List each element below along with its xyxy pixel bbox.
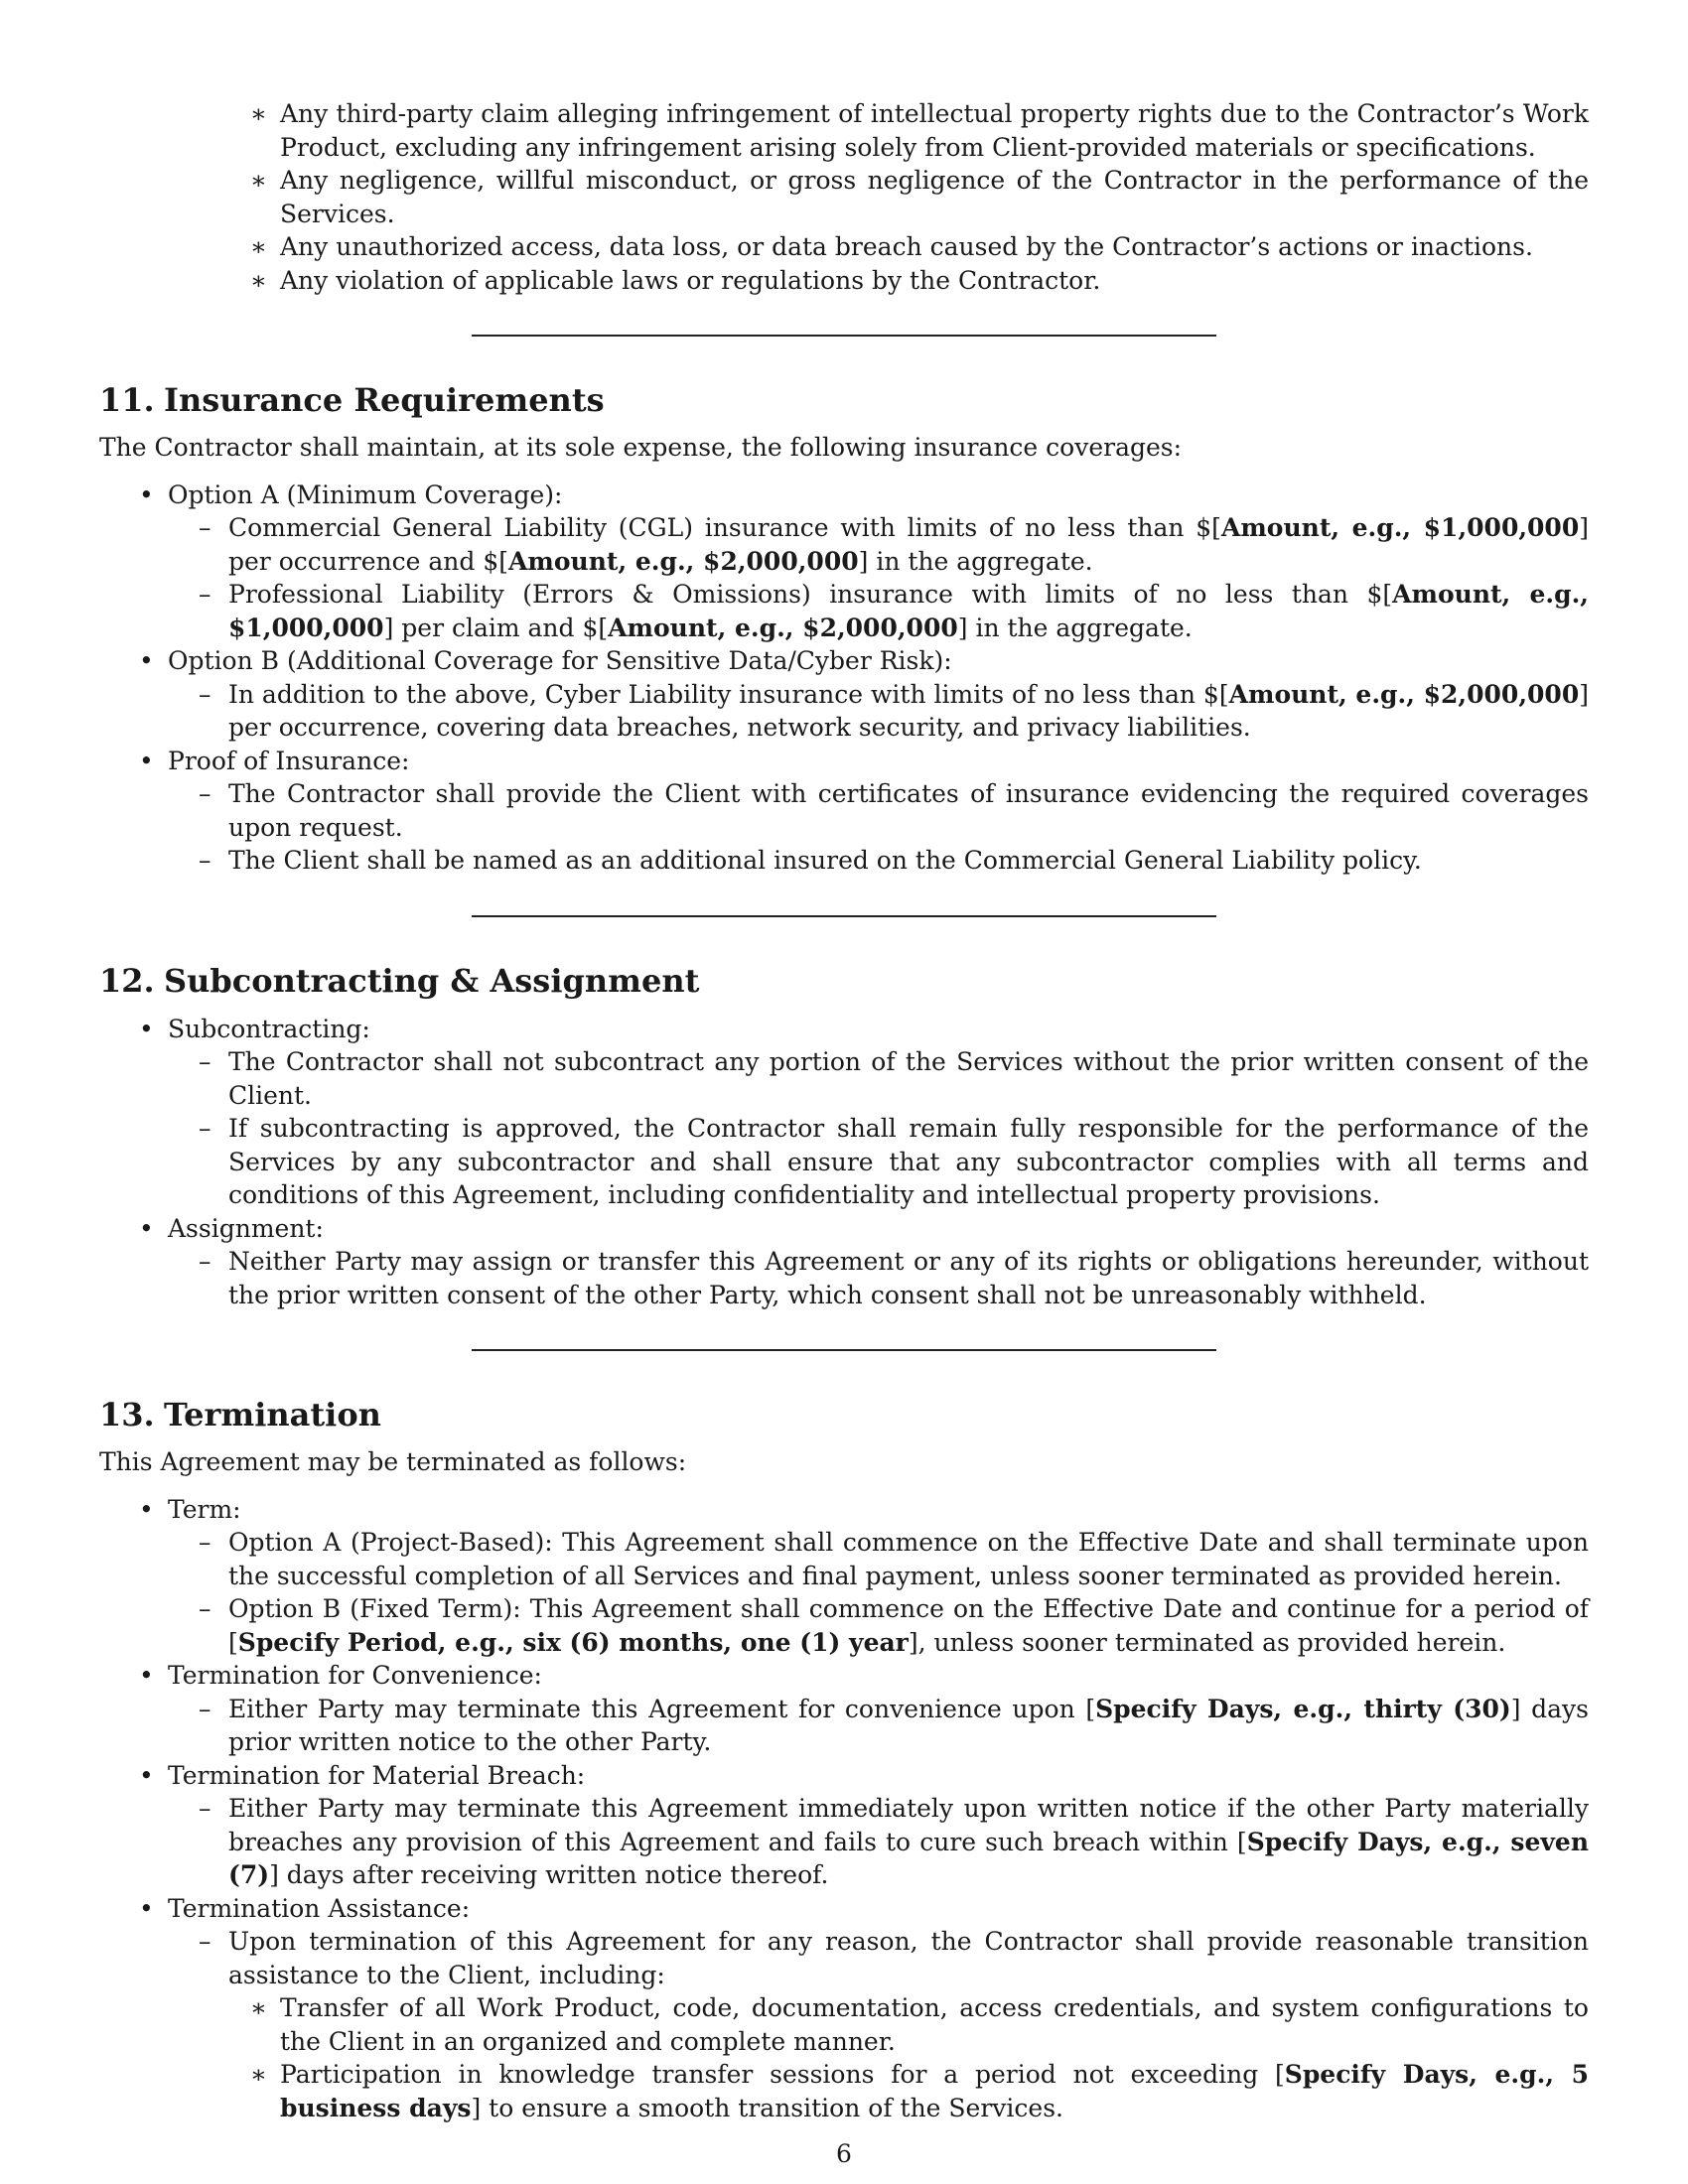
dash-bullet-icon: –: [199, 513, 211, 542]
bullet-icon: •: [139, 646, 154, 675]
list-item: ∗ Transfer of all Work Product, code, documentation, access credentials, and system configurations to the Client in an organized and complete manner.: [250, 1993, 1589, 2056]
bullet-icon: •: [139, 1494, 154, 1524]
list-item: – Commercial General Liability (CGL) insurance with limits of no less than $[Amount, e.g., $1,000,000] per occurrence and $[Amount, e.g., $2,000,000] in the aggregate.: [199, 513, 1589, 576]
document-page: [99, 97, 1589, 2124]
list-item: • Termination for Material Breach:: [99, 1759, 1589, 1793]
list-item: – If subcontracting is approved, the Contractor shall remain fully responsible for the performance of the Services by any subcontractor and shall ensure that any subcontractor complies with all terms and conditions of this Agreement, including confidentiality and intellectual property provisions.: [199, 1114, 1589, 1209]
page-number: 6: [836, 2139, 852, 2168]
dash-bullet-icon: –: [199, 1694, 211, 1723]
dash-bullet-icon: –: [199, 1794, 211, 1823]
list-item: ∗ Any violation of applicable laws or regulations by the Contractor.: [99, 264, 1589, 298]
list-item: – Option B (Fixed Term): This Agreement shall commence on the Effective Date and continue for a period of [Specify Period, e.g., six (6) months, one (1) year], unless sooner terminated as provided herein.: [199, 1594, 1589, 1657]
asterisk-bullet-icon: ∗: [250, 99, 267, 128]
section-10-continued-list: [99, 97, 1589, 297]
bullet-icon: •: [139, 479, 154, 509]
list-item: • Assignment:: [99, 1212, 1589, 1246]
asterisk-bullet-icon: ∗: [250, 1993, 267, 2022]
asterisk-bullet-icon: ∗: [250, 166, 267, 195]
list-item: • Termination for Convenience:: [99, 1659, 1589, 1693]
section-intro: This Agreement may be terminated as follows:: [99, 1447, 687, 1476]
bullet-icon: •: [139, 1661, 154, 1690]
bullet-icon: •: [139, 1893, 154, 1923]
bullet-icon: •: [139, 1213, 154, 1243]
asterisk-bullet-icon: ∗: [250, 2060, 267, 2089]
dash-bullet-icon: –: [199, 846, 211, 875]
termination-list: [99, 1493, 1589, 2125]
section-divider: [472, 915, 1216, 917]
list-item: – Upon termination of this Agreement for any reason, the Contractor shall provide reasonable transition assistance to the Client, including:: [199, 1927, 1589, 1989]
bullet-icon: •: [139, 1014, 154, 1043]
section-heading: 12. Subcontracting & Assignment: [99, 961, 700, 1000]
section-divider: [472, 335, 1216, 337]
list-item: • Proof of Insurance:: [99, 745, 1589, 778]
dash-bullet-icon: –: [199, 1247, 211, 1276]
dash-bullet-icon: –: [199, 1047, 211, 1076]
dash-bullet-icon: –: [199, 679, 211, 709]
list-item: – The Client shall be named as an additional insured on the Commercial General Liability policy.: [99, 844, 1589, 878]
list-item: ∗ Any unauthorized access, data loss, or data breach caused by the Contractor’s actions or inactions.: [99, 230, 1589, 264]
list-item: – Neither Party may assign or transfer this Agreement or any of its rights or obligations hereunder, without the prior written consent of the other Party, which consent shall not be unreasonably withheld.: [199, 1247, 1589, 1309]
list-item: – Professional Liability (Errors & Omissions) insurance with limits of no less than $[Amount, e.g., $1,000,000] per claim and $[Amount, e.g., $2,000,000] in the aggregate.: [199, 580, 1589, 642]
section-heading: 13. Termination: [99, 1396, 381, 1433]
dash-bullet-icon: –: [199, 1114, 211, 1143]
dash-bullet-icon: –: [199, 580, 211, 609]
list-item: • Option B (Additional Coverage for Sensitive Data/Cyber Risk):: [99, 644, 1589, 678]
list-item: – Option A (Project-Based): This Agreement shall commence on the Effective Date and shall terminate upon the successful completion of all Services and final payment, unless sooner terminated as provided herein.: [199, 1528, 1589, 1590]
list-item: – In addition to the above, Cyber Liability insurance with limits of no less than $[Amount, e.g., $2,000,000] per occurrence, covering data breaches, network security, and privacy liabilities.: [199, 679, 1589, 742]
asterisk-bullet-icon: ∗: [250, 265, 267, 295]
dash-bullet-icon: –: [199, 779, 211, 808]
list-item: ∗ Any negligence, willful misconduct, or gross negligence of the Contractor in the performance of the Services.: [250, 166, 1589, 228]
insurance-list: [99, 478, 1589, 878]
section-intro: The Contractor shall maintain, at its sole expense, the following insurance coverages:: [99, 433, 1183, 462]
dash-bullet-icon: –: [199, 1927, 211, 1956]
list-item: • Option A (Minimum Coverage):: [99, 478, 1589, 512]
list-item: – The Contractor shall provide the Client with certificates of insurance evidencing the required coverages upon request.: [199, 779, 1589, 842]
bullet-icon: •: [139, 746, 154, 775]
subcontracting-list: [99, 1013, 1589, 1312]
list-item: • Termination Assistance:: [99, 1892, 1589, 1926]
list-item: – Either Party may terminate this Agreement immediately upon written notice if the other Party materially breaches any provision of this Agreement and fails to cure such breach within [Specify Days, e.g., seven (7)] days after receiving written notice thereof.: [199, 1794, 1589, 1889]
list-item: – Either Party may terminate this Agreement for convenience upon [Specify Days, e.g., thirty (30)] days prior written notice to the other Party.: [199, 1694, 1589, 1756]
section-divider: [472, 1349, 1216, 1351]
bullet-icon: •: [139, 1760, 154, 1790]
dash-bullet-icon: –: [199, 1528, 211, 1557]
list-item: ∗ Any third-party claim alleging infringement of intellectual property rights due to the Contractor’s Work Product, excluding any infringement arising solely from Client-provided materials or specifications.: [250, 99, 1589, 162]
dash-bullet-icon: –: [199, 1594, 211, 1623]
section-heading: 11. Insurance Requirements: [99, 381, 605, 419]
list-item: • Subcontracting:: [99, 1013, 1589, 1046]
list-item: – The Contractor shall not subcontract any portion of the Services without the prior written consent of the Client.: [199, 1047, 1589, 1110]
asterisk-bullet-icon: ∗: [250, 232, 267, 261]
list-item: ∗ Participation in knowledge transfer sessions for a period not exceeding [Specify Days, e.g., 5 business days] to ensure a smooth transition of the Services.: [250, 2060, 1589, 2122]
list-item: • Term:: [99, 1493, 1589, 1527]
